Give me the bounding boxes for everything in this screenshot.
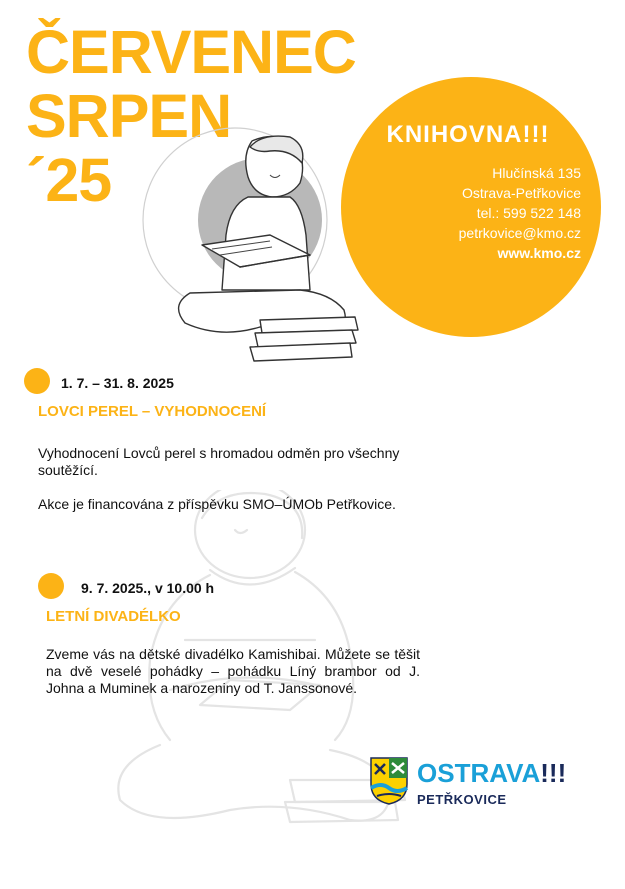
event-date: 1. 7. – 31. 8. 2025	[61, 375, 174, 391]
event-paragraph: Akce je financována z příspěvku SMO–ÚMOb Petřkovice.	[38, 496, 396, 512]
event-paragraph: Zveme vás na dětské divadélko Kamishibai. Můžete se těšit na dvě veselé pohádky – pohádku Líný brambor od J. Johna a Muminek a narozeniny od T. Janssonové.	[46, 646, 420, 696]
library-web-link[interactable]: www.kmo.cz	[497, 245, 581, 261]
event-title: LOVCI PEREL – VYHODNOCENÍ	[38, 403, 267, 420]
headline-month-1: ČERVENEC	[26, 18, 356, 86]
logo-district: PETŘKOVICE	[417, 792, 507, 807]
coat-of-arms-icon	[369, 756, 409, 806]
logo-wordmark	[417, 758, 566, 789]
headline-year: ´25	[26, 146, 112, 214]
library-city: Ostrava-Petřkovice	[461, 185, 581, 201]
reading-boy-illustration	[130, 125, 365, 365]
event-description	[38, 445, 433, 530]
event-description	[46, 646, 420, 714]
event-bullet	[38, 573, 64, 599]
event-bullet	[24, 368, 50, 394]
library-email[interactable]: petrkovice@kmo.cz	[458, 225, 581, 241]
event-title: LETNÍ DIVADÉLKO	[46, 608, 181, 625]
library-contact	[459, 163, 581, 263]
logo-word: OSTRAVA	[417, 758, 541, 788]
library-title: KNIHOVNA!!!	[386, 121, 550, 148]
headline-month-2: SRPEN	[26, 82, 232, 150]
logo-exclaim: !!!	[540, 758, 567, 788]
event-paragraph: Vyhodnocení Lovců perel s hromadou odměn pro všechny soutěžící.	[38, 445, 400, 478]
event-date: 9. 7. 2025., v 10.00 h	[81, 580, 215, 596]
library-phone[interactable]: tel.: 599 522 148	[476, 205, 581, 221]
ostrava-petrkovice-logo	[369, 756, 599, 816]
library-street: Hlučínská 135	[492, 165, 581, 181]
